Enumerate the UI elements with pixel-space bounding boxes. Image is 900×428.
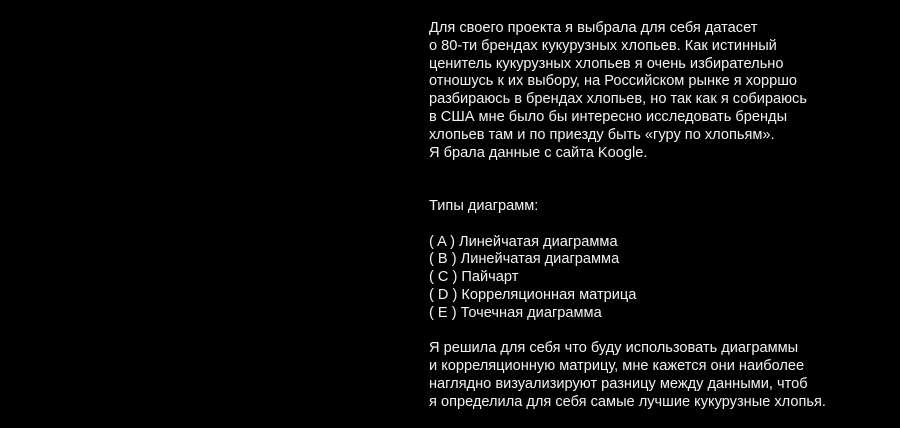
intro-line: Я брала данные с сайта Koogle. xyxy=(429,144,648,161)
chart-types-list xyxy=(429,234,889,323)
chart-types-heading-text: Типы диаграмм: xyxy=(429,197,539,214)
chart-type-item: ( C ) Пайчарт xyxy=(429,269,519,286)
conclusion-paragraph xyxy=(429,340,889,411)
chart-type-item: ( E ) Точечная диаграмма xyxy=(429,304,602,321)
conclusion-line: Я решила для себя что буду использовать диаграммы xyxy=(429,340,799,357)
intro-line: ценитель кукурузных хлопьев я очень избирательно xyxy=(429,55,784,72)
conclusion-line: наглядно визуализируют разницу между данными, чтоб xyxy=(429,375,808,392)
chart-type-item: ( B ) Линейчатая диаграмма xyxy=(429,251,620,268)
chart-type-item: ( A ) Линейчатая диаграмма xyxy=(429,233,618,250)
chart-type-item: ( D ) Корреляционная матрица xyxy=(429,286,637,303)
intro-line: Для своего проекта я выбрала для себя датасет xyxy=(429,20,758,36)
conclusion-line: и корреляционную матрицу, мне кажется они наиболее xyxy=(429,358,805,375)
intro-line: разбираюсь в брендах хлопьев, но так как я собираюсь xyxy=(429,91,807,108)
intro-line: отношусь к их выбору, на Российском рынке я хорршо xyxy=(429,73,798,90)
conclusion-line: я определила для себя самые лучшие кукурузные хлопья. xyxy=(429,393,826,410)
intro-line: о 80-ти брендах кукурузных хлопьев. Как истинный xyxy=(429,37,777,54)
intro-line: хлопьев там и по приезду быть «гуру по хлопьям». xyxy=(429,126,775,143)
intro-line: в США мне было бы интересно исследовать бренды xyxy=(429,108,788,125)
intro-paragraph xyxy=(429,20,889,162)
text-column xyxy=(429,20,889,412)
chart-types-heading xyxy=(429,198,889,216)
